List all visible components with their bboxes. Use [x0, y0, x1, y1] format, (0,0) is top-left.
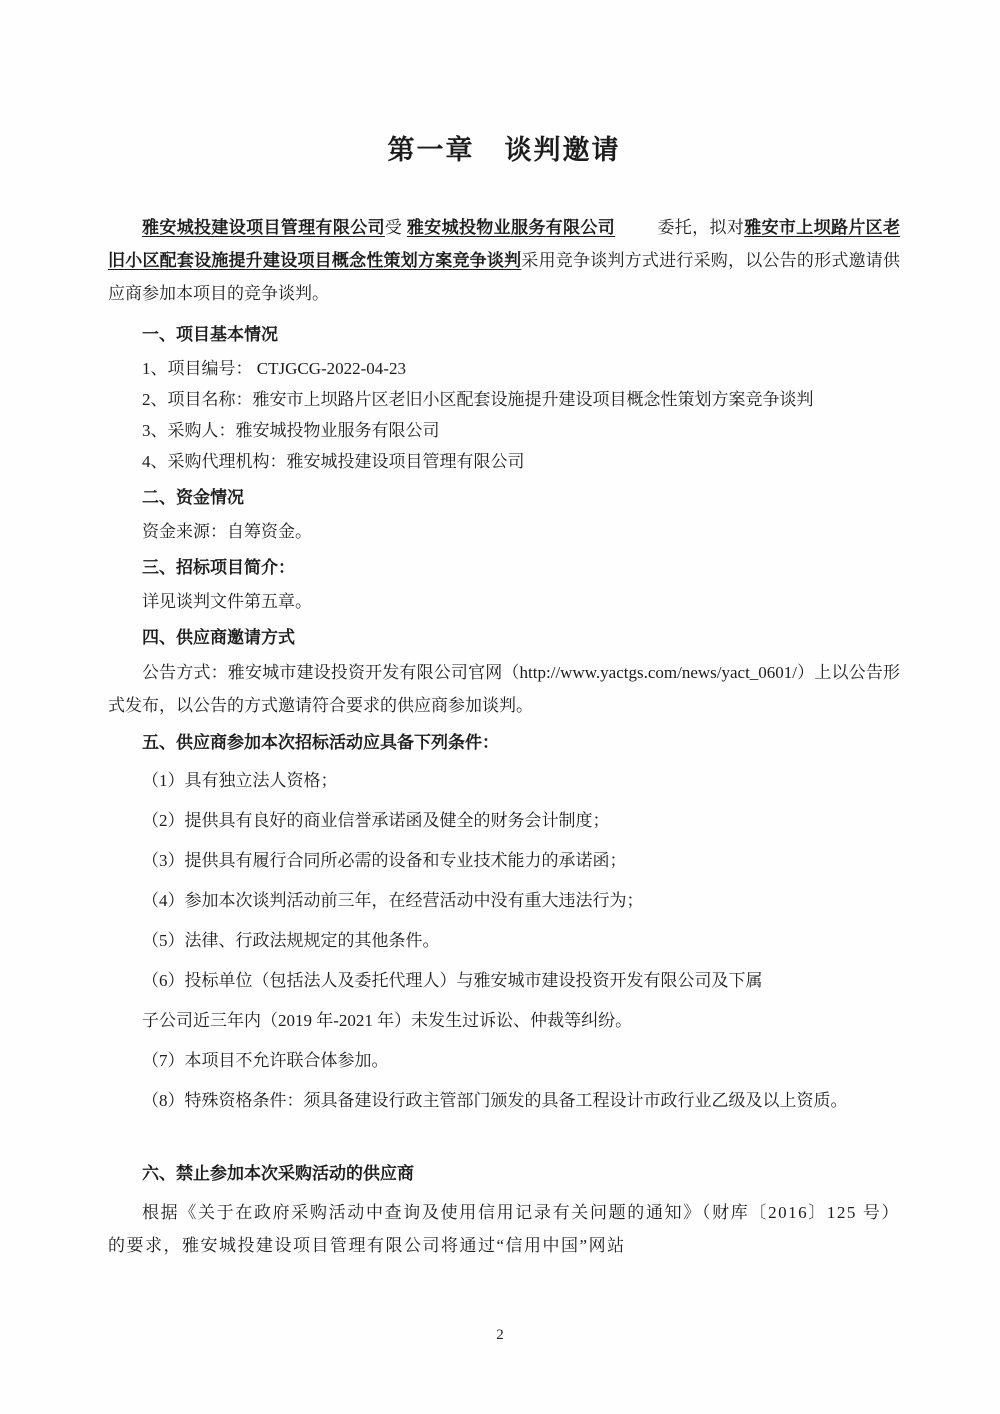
- condition-item-4: （4）参加本次谈判活动前三年，在经营活动中没有重大违法行为；: [142, 891, 644, 910]
- section-heading-4: 四、供应商邀请方式: [142, 628, 295, 647]
- section-heading-2: 二、资金情况: [142, 488, 244, 507]
- condition-item-2: （2）提供具有良好的商业信誉承诺函及健全的财务会计制度；: [142, 811, 610, 830]
- condition-item-6: （6）投标单位（包括法人及委托代理人）与雅安城市建设投资开发有限公司及下属: [142, 971, 763, 990]
- section-4-paragraph: 公告方式：雅安城市建设投资开发有限公司官网（http://www.yactgs.com/news/yact_0601/）上以公告形式发布，以公告的方式邀请符合要求的供应商参加谈判。: [108, 663, 900, 715]
- section-1-item-4: 4、采购代理机构：雅安城投建设项目管理有限公司: [142, 452, 525, 471]
- page-title-name: 谈判邀请: [504, 135, 621, 165]
- section-heading-1: 一、项目基本情况: [142, 325, 278, 344]
- condition-item-5: （5）法律、行政法规规定的其他条件。: [142, 931, 440, 950]
- intro-after-purchaser: 委托，拟对: [657, 218, 745, 237]
- intro-paragraph: [108, 211, 900, 310]
- intro-purchaser-name: 雅安城投物业服务有限公司: [406, 218, 616, 237]
- intro-tail: 采用竞争谈判方式进行采购，以公告的形式邀请供应商参加本项目的竞争谈判。: [108, 251, 901, 303]
- section-heading-5: 五、供应商参加本次招标活动应具备下列条件：: [142, 733, 499, 752]
- intro-project-name: 雅安市上坝路片区老旧小区配套设施提升建设项目概念性策划方案竞争谈判: [108, 218, 901, 270]
- condition-item-3: （3）提供具有履行合同所必需的设备和专业技术能力的承诺函；: [142, 851, 627, 870]
- page-title: [108, 128, 900, 167]
- page-number: 2: [496, 1327, 504, 1343]
- condition-item-8: （8）特殊资格条件：须具备建设行政主管部门颁发的具备工程设计市政行业乙级及以上资质。: [142, 1091, 848, 1110]
- section-heading-6: 六、禁止参加本次采购活动的供应商: [142, 1164, 414, 1183]
- section-heading-3: 三、招标项目简介：: [142, 558, 295, 577]
- section-1-item-3: 3、采购人：雅安城投物业服务有限公司: [142, 421, 440, 440]
- section-3-item-1: 详见谈判文件第五章。: [142, 592, 312, 611]
- document-body: [108, 128, 900, 1262]
- section-1-item-2: 2、项目名称：雅安市上坝路片区老旧小区配套设施提升建设项目概念性策划方案竞争谈判: [142, 390, 814, 409]
- condition-item-1: （1）具有独立法人资格；: [142, 771, 338, 790]
- condition-item-7: （7）本项目不允许联合体参加。: [142, 1051, 389, 1070]
- section-2-item-1: 资金来源：自筹资金。: [142, 522, 312, 541]
- intro-after-agent: 受: [384, 218, 403, 237]
- page-title-chapter: 第一章: [387, 135, 475, 165]
- intro-agent-name: 雅安城投建设项目管理有限公司: [142, 218, 385, 237]
- section-6-paragraph: 根据《关于在政府采购活动中查询及使用信用记录有关问题的通知》（财库〔2016〕125 号）的要求，雅安城投建设项目管理有限公司将通过“信用中国”网站: [108, 1203, 900, 1255]
- condition-item-6-continued: 子公司近三年内（2019 年-2021 年）未发生过诉讼、仲裁等纠纷。: [142, 1011, 633, 1030]
- section-1-item-1: 1、项目编号： CTJGCG-2022-04-23: [142, 359, 406, 378]
